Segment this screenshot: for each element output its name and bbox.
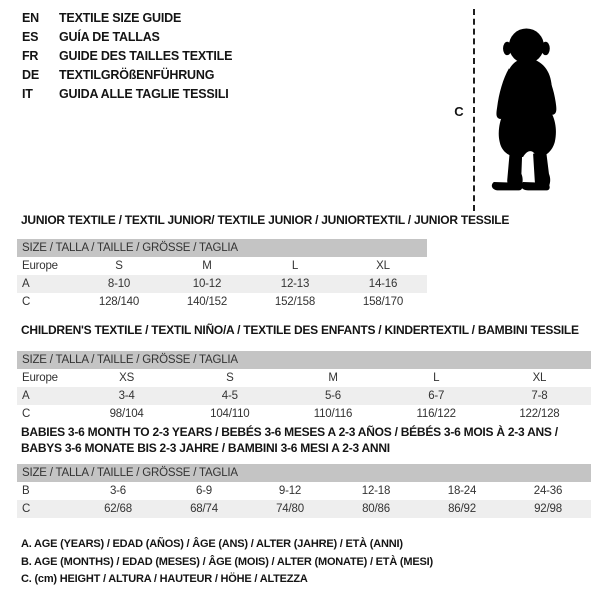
language-row (22, 47, 232, 66)
language-code: FR (22, 49, 39, 63)
table-cell: 3-4 (118, 390, 135, 402)
row-label: C (22, 408, 31, 420)
table-cell: 9-12 (278, 485, 302, 497)
babies-size-table (17, 464, 591, 518)
row-label: C (22, 503, 31, 515)
table-row (17, 482, 591, 500)
language-text: GUIDE DES TAILLES TEXTILE (59, 49, 233, 63)
footnotes (21, 536, 433, 589)
table-row (17, 405, 591, 423)
babies-section-title (21, 424, 558, 456)
table-cell: 110/116 (313, 408, 353, 420)
language-text: TEXTILE SIZE GUIDE (59, 11, 182, 25)
table-cell: 74/80 (276, 503, 304, 515)
table-cell: 6-7 (428, 390, 445, 402)
section-title-line: CHILDREN'S TEXTILE / TEXTIL NIÑO/A / TEXTILE DES ENFANTS / KINDERTEXTIL / BAMBINI TESSILE (21, 323, 579, 337)
language-text: GUÍA DE TALLAS (59, 30, 160, 44)
table-cell: 62/68 (104, 503, 132, 515)
table-cell: M (328, 372, 338, 384)
table-cell: XL (376, 260, 390, 272)
language-code: ES (22, 30, 39, 44)
footnote-line: A. AGE (YEARS) / EDAD (AÑOS) / ÂGE (ANS) / ALTER (JAHRE) / ETÀ (ANNI) (21, 538, 403, 550)
table-cell: S (226, 372, 234, 384)
height-dashed-line (473, 9, 475, 211)
table-cell: 86/92 (448, 503, 476, 515)
junior-size-table (17, 239, 427, 311)
table-cell: XL (532, 372, 547, 384)
junior-section-title (21, 212, 509, 228)
footnote-line: C. (cm) HEIGHT / ALTURA / HAUTEUR / HÖHE / ALTEZZA (21, 573, 308, 585)
table-cell: 68/74 (190, 503, 218, 515)
table-row (17, 293, 427, 311)
table-cell: S (115, 260, 123, 272)
size-header-bar: SIZE / TALLA / TAILLE / GRÖSSE / TAGLIA (17, 464, 591, 482)
table-cell: 6-9 (195, 485, 213, 497)
table-cell: 122/128 (519, 408, 560, 420)
table-cell: 80/86 (362, 503, 390, 515)
table-cell: 140/152 (186, 296, 228, 308)
table-cell: 12-18 (361, 485, 391, 497)
table-row (17, 387, 591, 405)
row-label: Europe (22, 372, 58, 384)
table-cell: 92/98 (534, 503, 562, 515)
section-title-line: BABYS 3-6 MONATE BIS 2-3 JAHRE / BAMBINI 3-6 MESI A 2-3 ANNI (21, 441, 390, 455)
language-code: EN (22, 11, 39, 25)
language-text: TEXTILGRÖßENFÜHRUNG (59, 68, 215, 82)
height-figure (450, 6, 600, 214)
table-rows (17, 482, 591, 518)
table-cell: 14-16 (368, 278, 398, 290)
table-row (17, 275, 427, 293)
language-list (22, 9, 232, 104)
table-cell: 12-13 (280, 278, 310, 290)
language-row (22, 66, 232, 85)
table-cell: 98/104 (109, 408, 144, 420)
table-row (17, 500, 591, 518)
table-cell: 128/140 (98, 296, 140, 308)
language-text: GUIDA ALLE TAGLIE TESSILI (59, 87, 229, 101)
size-header-bar: SIZE / TALLA / TAILLE / GRÖSSE / TAGLIA (17, 351, 591, 369)
children-size-table (17, 351, 591, 423)
table-cell: 3-6 (109, 485, 127, 497)
language-row (22, 85, 232, 104)
language-code: IT (22, 87, 33, 101)
table-cell: 104/110 (210, 408, 250, 420)
row-label: Europe (22, 260, 58, 272)
table-row (17, 257, 427, 275)
section-title-line: JUNIOR TEXTILE / TEXTIL JUNIOR/ TEXTILE JUNIOR / JUNIORTEXTIL / JUNIOR TESSILE (21, 213, 510, 227)
row-label: A (22, 390, 30, 402)
table-cell: 158/170 (362, 296, 404, 308)
table-cell: 5-6 (324, 390, 342, 402)
row-label: A (22, 278, 30, 290)
height-c-label: C (454, 104, 464, 119)
table-cell: 116/122 (416, 408, 456, 420)
children-section-title (21, 322, 579, 338)
table-rows (17, 369, 591, 423)
row-label: B (22, 485, 30, 497)
table-cell: 152/158 (274, 296, 316, 308)
table-cell: 7-8 (531, 390, 548, 402)
footnote-line: B. AGE (MONTHS) / EDAD (MESES) / ÂGE (MOIS) / ALTER (MONATE) / ETÀ (MESI) (21, 555, 433, 568)
language-row (22, 9, 232, 28)
table-row (17, 369, 591, 387)
table-cell: 18-24 (447, 485, 477, 497)
table-cell: 8-10 (107, 278, 131, 290)
table-cell: XS (119, 372, 135, 384)
row-label: C (22, 296, 31, 308)
table-cell: M (202, 260, 212, 272)
language-row (22, 28, 232, 47)
size-header-bar: SIZE / TALLA / TAILLE / GRÖSSE / TAGLIA (17, 239, 427, 257)
baby-silhouette-icon (483, 8, 579, 210)
table-cell: 4-5 (221, 390, 238, 402)
table-rows (17, 257, 427, 311)
table-cell: 24-36 (533, 485, 563, 497)
section-title-line: BABIES 3-6 MONTH TO 2-3 YEARS / BEBÉS 3-6 MESES A 2-3 AÑOS / BÉBÉS 3-6 MOIS À 2-3 ANS / (21, 425, 558, 439)
table-cell: L (433, 372, 440, 384)
table-cell: L (291, 260, 299, 272)
table-cell: 10-12 (192, 278, 222, 290)
language-code: DE (22, 68, 39, 82)
